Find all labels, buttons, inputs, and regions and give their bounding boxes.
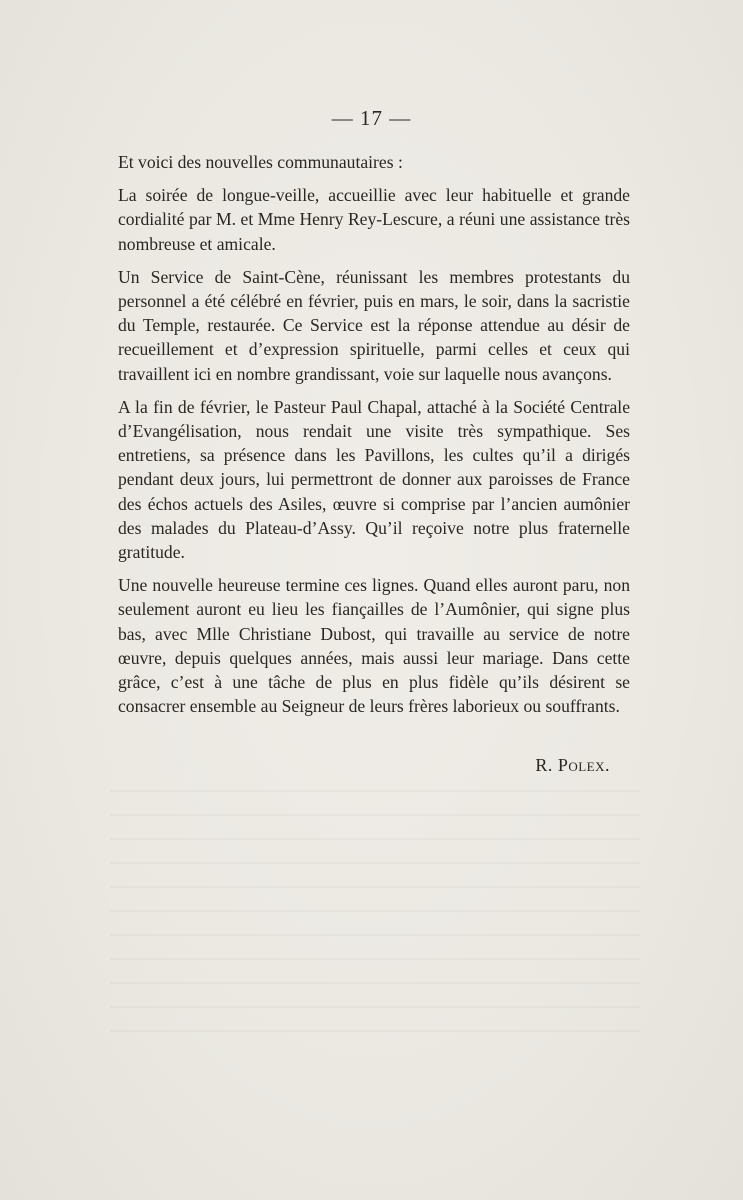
paragraph-pasteur-visit: A la fin de février, le Pasteur Paul Chapal, attaché à la Société Centrale d’Evangélisation, nous rendait une visite très sympathique. Ses entretiens, sa présence dans les Pavillons, les cultes qu’il a dirigés pendant deux jours, lui permettront de donner aux paroisses de France des échos actuels des Asiles, œuvre si comprise par l’ancien aumônier des malades du Plateau-d’Assy. Qu’il reçoive notre plus fraternelle gratitude. xyxy=(118,396,630,563)
show-through-texture xyxy=(110,790,640,1050)
article-body xyxy=(118,150,630,727)
paragraph-saint-cene: Un Service de Saint-Cène, réunissant les membres protestants du personnel a été célébré en février, puis en mars, le soir, dans la sacristie du Temple, restaurée. Ce Service est la réponse attendue au désir de recueillement et d’expression spirituelle, parmi celles et ceux qui travaillent ici en nombre grandissant, voie sur laquelle nous avançons. xyxy=(118,266,630,384)
signature xyxy=(535,755,610,776)
signature-initial: R. xyxy=(535,755,553,775)
signature-name: Polex. xyxy=(557,755,610,775)
paragraph-longue-veille: La soirée de longue-veille, accueillie avec leur habituelle et grande cordialité par M. et Mme Henry Rey-Lescure, a réuni une assistance très nombreuse et amicale. xyxy=(118,185,630,254)
paragraph-intro: Et voici des nouvelles communautaires : xyxy=(118,152,403,172)
page-number: — 17 — xyxy=(331,106,412,130)
paragraph-announcement: Une nouvelle heureuse termine ces lignes. Quand elles auront paru, non seulement auront eu lieu les fiançailles de l’Aumônier, qui signe plus bas, avec Mlle Christiane Dubost, qui travaille au service de notre œuvre, depuis quelques années, mais aussi leur mariage. Dans cette grâce, c’est à une tâche de plus en plus fidèle qu’ils désirent se consacrer ensemble au Seigneur de leurs frères laborieux ou souffrants. xyxy=(118,575,630,717)
